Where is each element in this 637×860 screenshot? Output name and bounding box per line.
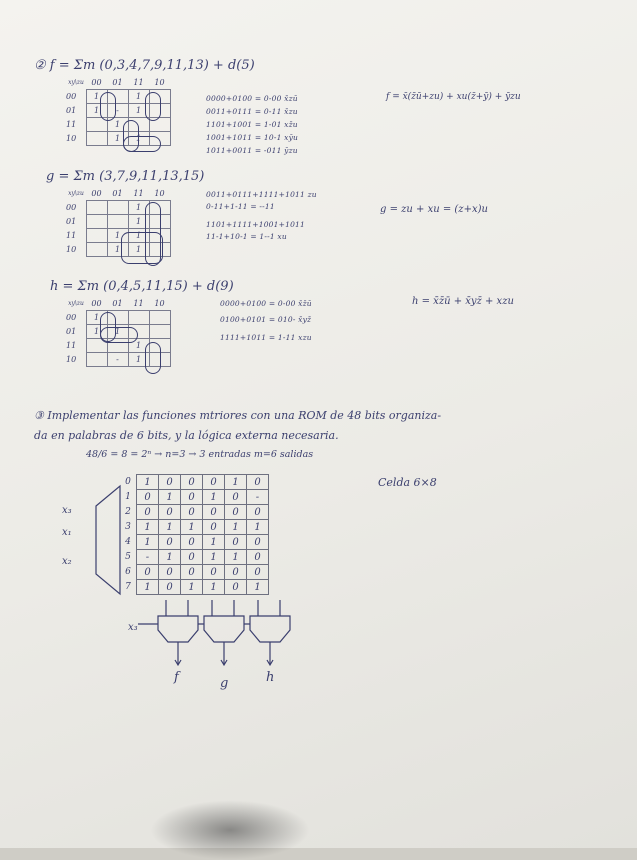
rom-cell: 1 [203, 550, 225, 565]
f-term: 1101+1001 = 1-01 xz̄u [206, 120, 298, 129]
kmap-cell: - [107, 353, 128, 367]
kmap-row-label: 10 [66, 353, 86, 367]
rom-cell: 0 [159, 565, 181, 580]
output-mux-circuit [130, 598, 320, 670]
calculation-line: 48/6 = 8 = 2ⁿ → n=3 → 3 entradas m=6 salidas [86, 449, 314, 460]
kmap-cell [86, 353, 107, 367]
kmap-cell: - [107, 104, 128, 118]
rom-cell: 1 [181, 520, 203, 535]
kmap-col-header: 11 [133, 78, 144, 87]
kmap-cell: 1 [128, 215, 149, 229]
h-term: 1111+1011 = 1-11 xzu [220, 333, 312, 342]
rom-cell: 0 [225, 580, 247, 595]
rom-cell: - [247, 490, 269, 505]
kmap-cell [86, 243, 107, 257]
shadow [150, 800, 310, 860]
h-title: h = Σm (0,4,5,11,15) + d(9) [50, 279, 234, 294]
kmap-corner: xy\zu [68, 79, 84, 87]
kmap-corner: xy\zu [68, 300, 84, 308]
kmap-cell: 1 [128, 90, 149, 104]
f-term: 1001+1011 = 10-1 xȳu [206, 133, 299, 142]
rom-address: 7 [120, 580, 137, 595]
rom-address: 0 [120, 475, 137, 490]
rom-cell: 1 [247, 520, 269, 535]
kmap-cell: 1 [86, 325, 107, 339]
rom-cell: 0 [247, 505, 269, 520]
kmap-col-header: 01 [112, 189, 123, 198]
kmap-cell: 1 [107, 132, 128, 146]
rom-cell: 1 [137, 520, 159, 535]
kmap-col-header: 10 [154, 189, 165, 198]
rom-cell: 1 [137, 475, 159, 490]
rom-address: 6 [120, 565, 137, 580]
f-title: ② f = Σm (0,3,4,7,9,11,13) + d(5) [34, 58, 255, 73]
kmap-row-label: 01 [66, 325, 86, 339]
kmap-col-header: 00 [91, 299, 102, 308]
h-term: 0000+0100 = 0-00 x̄z̄ū [220, 299, 312, 308]
g-term: 11-1+10-1 = 1--1 xu [206, 232, 287, 241]
rom-cell: 0 [181, 550, 203, 565]
statement-line-1: ③ Implementar las funciones mtriores con una ROM de 48 bits organiza- [34, 409, 442, 422]
kmap-cell: 1 [128, 339, 149, 353]
rom-cell: 0 [203, 520, 225, 535]
rom-cell: 0 [247, 565, 269, 580]
kmap-cell [128, 311, 149, 325]
rom-cell: 0 [159, 475, 181, 490]
rom-cell: 0 [181, 535, 203, 550]
rom-cell: 1 [159, 520, 181, 535]
kmap-row-label: 00 [66, 90, 86, 104]
rom-cell: 0 [225, 490, 247, 505]
f-term: 1011+0011 = -011 ȳzu [206, 146, 298, 155]
rom-address: 3 [120, 520, 137, 535]
kmap-row-label: 10 [66, 132, 86, 146]
kmap-cell: 1 [128, 104, 149, 118]
g-result: g = zu + xu = (z+x)u [380, 204, 488, 215]
rom-address: 1 [120, 490, 137, 505]
kmap-cell [107, 215, 128, 229]
kmap-col-header: 11 [133, 189, 144, 198]
kmap-cell: 1 [128, 353, 149, 367]
rom-cell: 0 [203, 505, 225, 520]
decoder-input-label: x₃ [62, 505, 72, 516]
rom-cell: 0 [181, 505, 203, 520]
kmap-group-loop [145, 92, 161, 121]
kmap-cell: 1 [128, 229, 149, 243]
kmap-cell: 1 [86, 104, 107, 118]
decoder-shape [94, 484, 122, 596]
f-term: 0011+0111 = 0-11 x̄zu [206, 107, 298, 116]
kmap-cell: 1 [86, 90, 107, 104]
rom-cell: 1 [137, 580, 159, 595]
kmap-col-header: 01 [112, 299, 123, 308]
rom-cell: 0 [225, 505, 247, 520]
rom-cell: 1 [137, 535, 159, 550]
kmap-cell [86, 215, 107, 229]
rom-cell: 0 [159, 505, 181, 520]
kmap-row-label: 11 [66, 339, 86, 353]
rom-cell: 1 [159, 550, 181, 565]
kmap-col-header: 10 [154, 78, 165, 87]
kmap-row-label: 11 [66, 229, 86, 243]
kmap-cell: 1 [128, 132, 149, 146]
rom-cell: 0 [203, 475, 225, 490]
f-result: f = x̄(z̄ū+zu) + xu(z̄+ȳ) + ȳzu [386, 92, 521, 102]
output-label-g: g [220, 676, 229, 691]
rom-cell: 0 [247, 550, 269, 565]
kmap-cell: 1 [86, 311, 107, 325]
kmap-row-label: 01 [66, 104, 86, 118]
rom-cell: 1 [203, 490, 225, 505]
h-result: h = x̄z̄ū + x̄yz̄ + xzu [412, 296, 514, 307]
kmap-group-loop [145, 342, 161, 374]
kmap-row-label: 01 [66, 215, 86, 229]
decoder-input-label: x₂ [62, 556, 72, 567]
kmap-col-header: 00 [91, 189, 102, 198]
kmap-group-loop [100, 92, 116, 121]
rom-cell: 1 [159, 490, 181, 505]
rom-cell: 0 [137, 490, 159, 505]
f-term: 0000+0100 = 0-00 x̄zū [206, 94, 298, 103]
celda-note: Celda 6×8 [378, 476, 437, 489]
rom-cell: - [137, 550, 159, 565]
kmap-cell [149, 325, 170, 339]
mux-select-label: x₃ [128, 622, 138, 633]
kmap-row-label: 00 [66, 311, 86, 325]
rom-address: 2 [120, 505, 137, 520]
rom-table [120, 474, 269, 595]
kmap-cell [86, 201, 107, 215]
rom-cell: 1 [203, 580, 225, 595]
rom-cell: 0 [247, 535, 269, 550]
decoder-input-label: x₁ [62, 527, 72, 538]
rom-cell: 0 [159, 580, 181, 595]
kmap-col-header: 10 [154, 299, 165, 308]
output-label-h: h [266, 670, 275, 685]
kmap-row-label: 00 [66, 201, 86, 215]
rom-address: 5 [120, 550, 137, 565]
kmap-col-header: 11 [133, 299, 144, 308]
rom-cell: 1 [225, 520, 247, 535]
g-term: 0-11+1-11 = --11 [206, 202, 275, 211]
rom-cell: 1 [225, 475, 247, 490]
kmap-group-loop [100, 327, 138, 343]
rom-cell: 1 [225, 550, 247, 565]
kmap-cell: 1 [128, 243, 149, 257]
kmap-col-header: 00 [91, 78, 102, 87]
kmap-row-label: 11 [66, 118, 86, 132]
statement-line-2: da en palabras de 6 bits, y la lógica externa necesaria. [34, 429, 339, 442]
kmap-cell [107, 201, 128, 215]
h-term: 0100+0101 = 010- x̄yz̄ [220, 315, 312, 324]
rom-cell: 1 [181, 580, 203, 595]
g-term: 1101+1111+1001+1011 [206, 220, 306, 229]
kmap-group-loop [123, 136, 161, 152]
kmap-group-loop [121, 232, 163, 264]
rom-cell: 0 [225, 535, 247, 550]
rom-cell: 1 [203, 535, 225, 550]
rom-cell: 0 [159, 535, 181, 550]
rom-cell: 0 [181, 475, 203, 490]
kmap-cell [86, 229, 107, 243]
kmap-corner: xy\zu [68, 190, 84, 198]
kmap-cell: 1 [107, 229, 128, 243]
rom-cell: 0 [203, 565, 225, 580]
kmap-cell: 1 [128, 201, 149, 215]
kmap-cell: 1 [107, 243, 128, 257]
rom-cell: 0 [137, 565, 159, 580]
output-label-f: f [174, 670, 179, 685]
rom-cell: 1 [247, 580, 269, 595]
g-term: 0011+0111+1111+1011 zu [206, 190, 317, 199]
kmap-cell: 1 [107, 325, 128, 339]
kmap-row-label: 10 [66, 243, 86, 257]
rom-address: 4 [120, 535, 137, 550]
rom-cell: 0 [225, 565, 247, 580]
rom-cell: 0 [247, 475, 269, 490]
kmap-col-header: 01 [112, 78, 123, 87]
kmap-cell [149, 311, 170, 325]
kmap-cell: 1 [107, 118, 128, 132]
rom-cell: 0 [181, 565, 203, 580]
rom-cell: 0 [137, 505, 159, 520]
g-title: g = Σm (3,7,9,11,13,15) [46, 169, 205, 184]
rom-cell: 0 [181, 490, 203, 505]
kmap-cell [86, 132, 107, 146]
